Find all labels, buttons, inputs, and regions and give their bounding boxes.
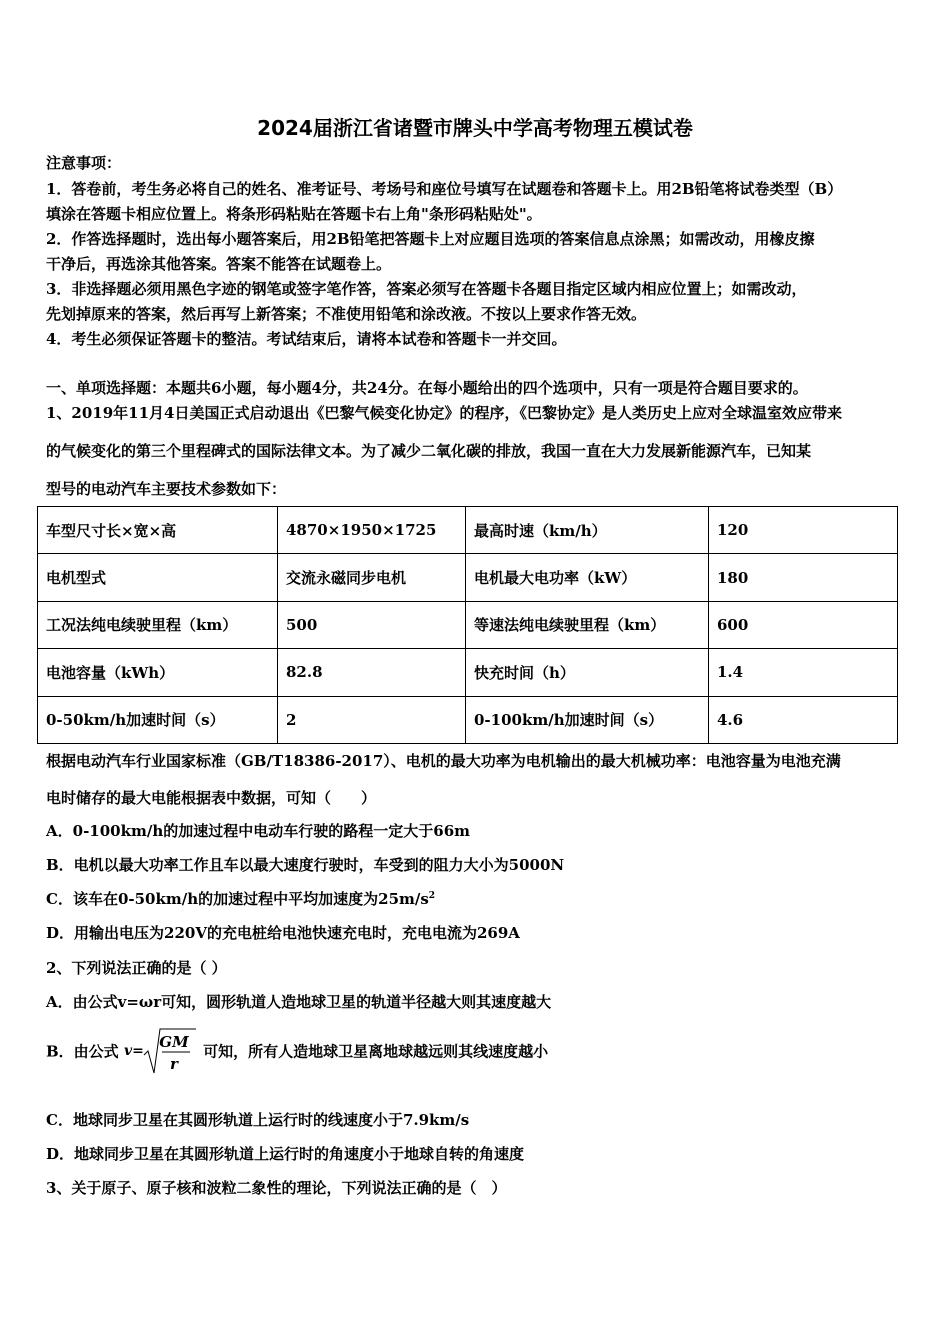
notice-line: 4．考生必须保证答题卡的整洁。考试结束后，请将本试卷和答题卡一并交回。	[46, 330, 567, 348]
table-cell: 4.6	[709, 696, 898, 743]
table-cell: 1.4	[709, 649, 898, 696]
table-cell: 最高时速（km/h）	[466, 507, 709, 554]
option-a: A．0-100km/h的加速过程中电动车行驶的路程一定大于66m	[46, 822, 471, 840]
notice-line: 填涂在答题卡相应位置上。将条形码粘贴在答题卡右上角"条形码粘贴处"。	[46, 205, 542, 223]
question-3-stem: 3、关于原子、原子核和波粒二象性的理论，下列说法正确的是（ ）	[46, 1179, 507, 1197]
table-cell: 电机型式	[38, 554, 278, 601]
option-c	[46, 888, 435, 909]
question-2-stem: 2、下列说法正确的是（ ）	[46, 959, 227, 977]
notice-line: 先划掉原来的答案，然后再写上新答案；不准使用铅笔和涂改液。不按以上要求作答无效。	[46, 305, 647, 323]
question-1-stem: 的气候变化的第三个里程碑式的国际法律文本。为了减少二氧化碳的排放，我国一直在大力发展新能源汽车，已知某	[46, 442, 812, 460]
question-1-stem: 型号的电动汽车主要技术参数如下：	[46, 480, 287, 498]
table-row	[38, 554, 898, 601]
table-cell: 工况法纯电续驶里程（km）	[38, 601, 278, 648]
table-cell: 车型尺寸长×宽×高	[38, 507, 278, 554]
formula-denominator: r	[169, 1055, 178, 1073]
formula-numerator: GM	[159, 1033, 189, 1051]
table-cell: 快充时间（h）	[466, 649, 709, 696]
table-cell: 等速法纯电续驶里程（km）	[466, 601, 709, 648]
question-1-stem: 1、2019年11月4日美国正式启动退出《巴黎气候变化协定》的程序，《巴黎协定》是人类历史上应对全球温室效应带来	[46, 404, 843, 422]
question-1-text: 根据电动汽车行业国家标准（GB/T18386-2017）、电机的最大功率为电机输出的最大机械功率：电池容量为电池充满	[46, 752, 841, 770]
table-cell: 电池容量（kWh）	[38, 649, 278, 696]
formula-lhs: v=	[123, 1043, 144, 1059]
option-d: D．用输出电压为220V的充电桩给电池快速充电时，充电电流为269A	[46, 924, 520, 942]
table-cell: 2	[278, 696, 466, 743]
notice-line: 干净后，再选涂其他答案。答案不能答在试题卷上。	[46, 255, 392, 273]
table-cell: 0-50km/h加速时间（s）	[38, 696, 278, 743]
table-cell: 电机最大电功率（kW）	[466, 554, 709, 601]
notice-line: 3．非选择题必须用黑色字迹的钢笔或签字笔作答，答案必须写在答题卡各题目指定区域内相应位置上；如需改动，	[46, 280, 807, 298]
table-cell: 500	[278, 601, 466, 648]
option-a: A．由公式v=ωr可知，圆形轨道人造地球卫星的轨道半径越大则其速度越大	[46, 993, 552, 1011]
notice-line: 1．答卷前，考生务必将自己的姓名、准考证号、考场号和座位号填写在试题卷和答题卡上。用2B铅笔将试卷类型（B）	[46, 180, 843, 198]
notice-line: 2．作答选择题时，选出每小题答案后，用2B铅笔把答题卡上对应题目选项的答案信息点涂黑；如需改动，用橡皮擦	[46, 230, 815, 248]
table-cell: 交流永磁同步电机	[278, 554, 466, 601]
superscript: 2	[428, 891, 436, 901]
table-row	[38, 507, 898, 554]
table-cell: 0-100km/h加速时间（s）	[466, 696, 709, 743]
table-cell: 4870×1950×1725	[278, 507, 466, 554]
table-cell: 180	[709, 554, 898, 601]
table-row	[38, 696, 898, 743]
option-d: D．地球同步卫星在其圆形轨道上运行时的角速度小于地球自转的角速度	[46, 1145, 525, 1163]
table-row	[38, 601, 898, 648]
option-b-suffix: 可知，所有人造地球卫星离地球越远则其线速度越小	[203, 1042, 549, 1061]
option-c-text: C．该车在0-50km/h的加速过程中平均加速度为25m/s	[46, 890, 429, 908]
option-b	[46, 1025, 548, 1077]
table-row	[38, 649, 898, 696]
option-c: C．地球同步卫星在其圆形轨道上运行时的线速度小于7.9km/s	[46, 1111, 470, 1129]
option-b: B．电机以最大功率工作且车以最大速度行驶时，车受到的阻力大小为5000N	[46, 856, 565, 874]
velocity-formula	[124, 1025, 198, 1077]
option-b-prefix: B．由公式	[46, 1042, 119, 1061]
section-heading: 一、单项选择题：本题共6小题，每小题4分，共24分。在每小题给出的四个选项中，只有一项是符合题目要求的。	[46, 379, 808, 397]
table-cell: 600	[709, 601, 898, 648]
page-title: 2024届浙江省诸暨市牌头中学高考物理五模试卷	[257, 116, 693, 140]
notice-heading: 注意事项：	[46, 154, 122, 172]
question-1-text: 电时储存的最大电能根据表中数据，可知（ ）	[46, 789, 377, 807]
spec-table	[37, 506, 898, 744]
table-cell: 82.8	[278, 649, 466, 696]
table-cell: 120	[709, 507, 898, 554]
